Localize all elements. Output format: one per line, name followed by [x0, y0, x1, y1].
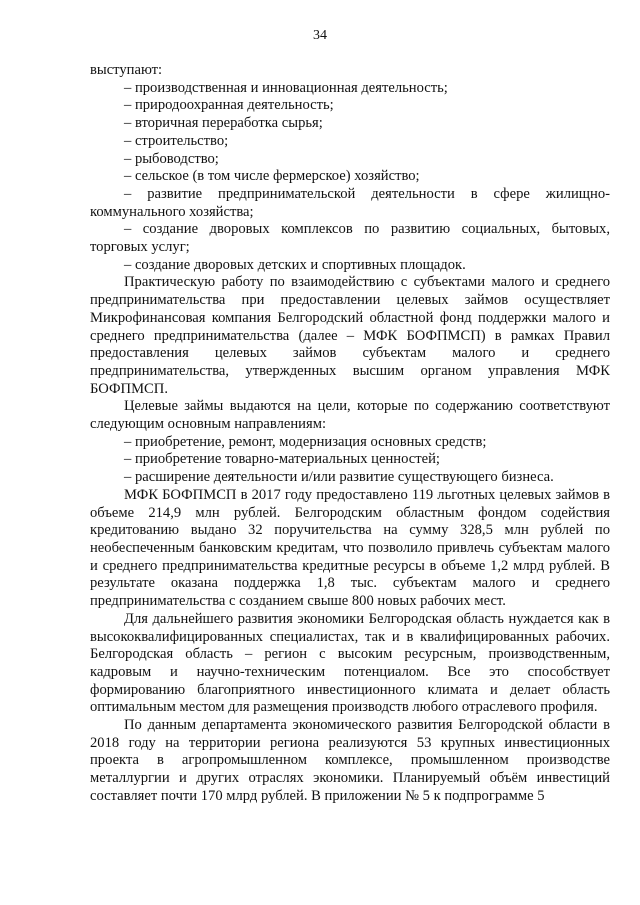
list-item: – приобретение товарно-материальных ценностей; — [124, 451, 440, 468]
paragraph-region-potential: Для дальнейшего развития экономики Белгородская область нуждается как в высококвалифицированных специалистах, так и в квалифицированных рабочих. Белгородская область – регион с высоким ресурсным, производственным, кадровым и научно-техническим потенциалом. Все это способствует формированию благоприятного инвестиционного климата и делает область оптимальным местом для размещения производств любого отраслевого профиля. — [90, 610, 610, 716]
paragraph-loan-purposes: Целевые займы выдаются на цели, которые по содержанию соответствуют следующим основным направлениям: — [90, 398, 610, 433]
list-item: – развитие предпринимательской деятельности в сфере жилищно-коммунального хозяйства; — [90, 185, 610, 220]
paragraph-fund-practice: Практическую работу по взаимодействию с субъектами малого и среднего предпринимательства при предоставлении целевых займов осуществляет Микрофинансовая компания Белгородский областной фонд поддержки малого и среднего предпринимательства (далее – МФК БОФПМСП) в рамках Правил предоставления целевых займов субъектам малого и среднего предпринимательства, утвержденных высшим органом управления МФК БОФПМСП. — [90, 274, 610, 397]
list-item: – приобретение, ремонт, модернизация основных средств; — [124, 433, 487, 450]
list-item: – строительство; — [124, 132, 229, 149]
list-item: – рыбоводство; — [124, 150, 219, 167]
list-item: – производственная и инновационная деятельность; — [124, 79, 448, 96]
body-text — [90, 62, 610, 806]
list-item: – природоохранная деятельность; — [124, 97, 334, 114]
paragraph-2017-results: МФК БОФПМСП в 2017 году предоставлено 119 льготных целевых займов в объеме 214,9 млн рублей. Белгородским областным фондом содействия кредитованию выдано 32 поручительства на сумму 328,5 млн рублей по необеспеченным банковским кредитам, что позволило привлечь субъектам малого и среднего предпринимательства кредитные ресурсы в объеме 1,2 млрд рублей. В результате оказана поддержка 1,8 тыс. субъектам малого и среднего предпринимательства с созданием свыше 800 новых рабочих мест. — [90, 486, 610, 610]
list-item: – сельское (в том числе фермерское) хозяйство; — [124, 168, 420, 185]
list-item: – создание дворовых комплексов по развитию социальных, бытовых, торговых услуг; — [90, 221, 610, 256]
list-item: – расширение деятельности и/или развитие существующего бизнеса. — [124, 469, 554, 486]
paragraph-investment-projects: По данным департамента экономического развития Белгородской области в 2018 году на территории региона реализуются 53 крупных инвестиционных проекта в агропромышленном комплексе, промышленном производстве металлургии и других отраслях экономики. Планируемый объём инвестиций составляет почти 170 млрд рублей. В приложении № 5 к подпрограмме 5 — [90, 717, 610, 804]
page-number: 34 — [313, 28, 327, 43]
list-item: – вторичная переработка сырья; — [124, 115, 323, 132]
list-item: – создание дворовых детских и спортивных площадок. — [124, 256, 466, 273]
paragraph-intro: выступают: — [90, 62, 163, 78]
